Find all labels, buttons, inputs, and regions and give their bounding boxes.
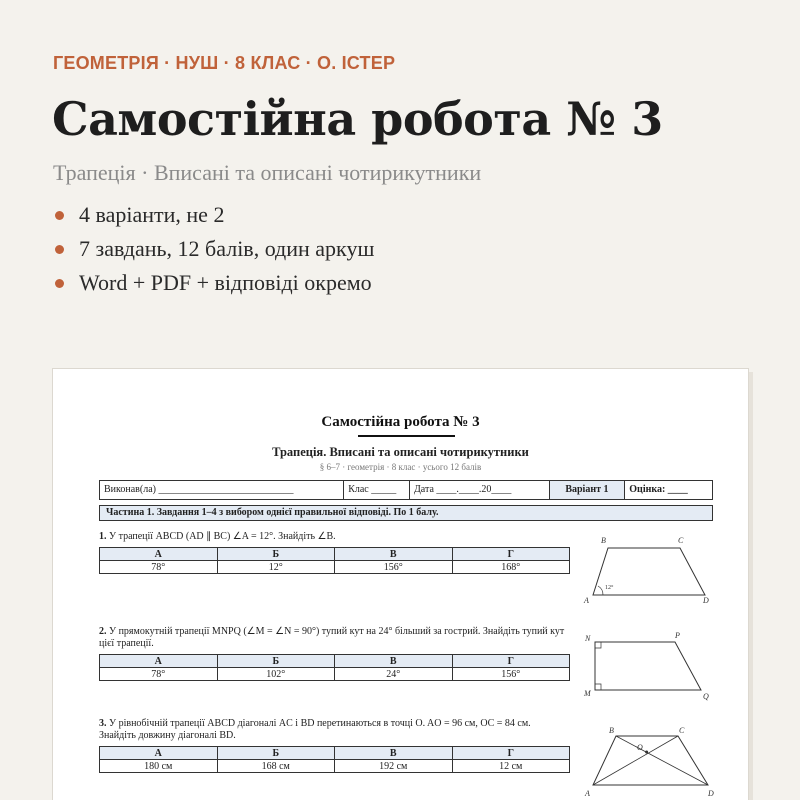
feature-item	[53, 236, 374, 270]
option-value: 78°	[100, 668, 218, 681]
vertex-label: P	[675, 631, 680, 640]
option-value: 168 см	[217, 760, 335, 773]
task-3-options	[99, 746, 570, 773]
option-letter: Б	[217, 548, 335, 561]
vertex-label: D	[703, 596, 709, 605]
vertex-label: D	[708, 789, 714, 798]
option-value: 78°	[100, 561, 218, 574]
page-subtitle: Трапеція · Вписані та описані чотирикутники	[53, 160, 482, 185]
vertex-label: Q	[703, 692, 709, 701]
bullet-dot-icon	[55, 245, 64, 254]
option-value: 168°	[452, 561, 570, 574]
page-title: Самостійна робота № 3	[52, 92, 663, 146]
vertex-label: O	[637, 743, 643, 752]
vertex-label: A	[584, 596, 589, 605]
option-value: 102°	[217, 668, 335, 681]
vertex-label: M	[584, 689, 591, 698]
option-letter: В	[335, 655, 453, 668]
bullet-dot-icon	[55, 211, 64, 220]
option-letter: А	[100, 655, 218, 668]
vertex-label: C	[679, 726, 685, 735]
option-letter: Б	[217, 655, 335, 668]
worksheet-preview	[52, 368, 749, 800]
task-3-text: 3. У рівнобічній трапеції ABCD діагоналі AC і BD перетинаються в точці O. AO = 96 см, OC = 84 см. Знайдіть довжину діагоналі BD.	[99, 718, 531, 741]
task-1-options	[99, 547, 570, 574]
angle-label: 12°	[605, 585, 614, 591]
title-underline	[358, 435, 455, 437]
option-value: 12°	[217, 561, 335, 574]
option-value: 156°	[335, 561, 453, 574]
option-letter: Г	[452, 747, 570, 760]
option-letter: В	[335, 548, 453, 561]
option-value: 24°	[335, 668, 453, 681]
option-letter: А	[100, 747, 218, 760]
option-letter: Г	[452, 655, 570, 668]
task-2-options	[99, 654, 570, 681]
date-field: Дата ____.____.20____	[410, 481, 550, 499]
vertex-label: C	[678, 537, 684, 545]
option-letter: Г	[452, 548, 570, 561]
trapezoid-figure-1	[583, 537, 743, 607]
student-info-row	[99, 480, 713, 500]
option-letter: А	[100, 548, 218, 561]
feature-item	[53, 270, 374, 304]
feature-text: Word + PDF + відповіді окремо	[79, 270, 372, 295]
feature-list	[53, 202, 374, 304]
sheet-subtitle: Трапеція. Вписані та описані чотирикутники	[272, 445, 529, 459]
vertex-label: B	[601, 537, 606, 545]
grade-field: Оцінка: ____	[629, 484, 688, 495]
task-1-text: 1. У трапеції ABCD (AD ∥ BC) ∠A = 12°. Знайдіть ∠B.	[99, 531, 336, 542]
class-field: Клас _____	[344, 481, 410, 499]
task-2-text: 2. У прямокутній трапеції MNPQ (∠M = ∠N = 90°) тупий кут на 24° більший за гострий. Знайдіть тупий кут цієї трапеції.	[99, 626, 565, 649]
kicker: ГЕОМЕТРІЯ · НУШ · 8 КЛАС · О. ІСТЕР	[53, 53, 396, 73]
option-letter: Б	[217, 747, 335, 760]
trapezoid-figure-3	[583, 724, 743, 800]
feature-item	[53, 202, 374, 236]
trapezoid-figure-2	[583, 629, 743, 704]
vertex-label: A	[585, 789, 590, 798]
feature-text: 7 завдань, 12 балів, один аркуш	[79, 236, 375, 261]
part-header: Частина 1. Завдання 1–4 з вибором однієї правильної відповіді. По 1 балу.	[99, 505, 713, 521]
option-value: 12 см	[452, 760, 570, 773]
option-value: 156°	[452, 668, 570, 681]
sheet-meta: § 6–7 · геометрія · 8 клас · усього 12 балів	[319, 462, 482, 472]
vertex-label: B	[609, 726, 614, 735]
sheet-title: Самостійна робота № 3	[321, 414, 480, 430]
name-field: Виконав(ла) ___________________________	[100, 481, 344, 499]
option-value: 180 см	[100, 760, 218, 773]
option-letter: В	[335, 747, 453, 760]
option-value: 192 см	[335, 760, 453, 773]
bullet-dot-icon	[55, 279, 64, 288]
feature-text: 4 варіанти, не 2	[79, 202, 225, 227]
vertex-label: N	[585, 634, 591, 643]
variant-label: Варіант 1	[550, 481, 626, 499]
